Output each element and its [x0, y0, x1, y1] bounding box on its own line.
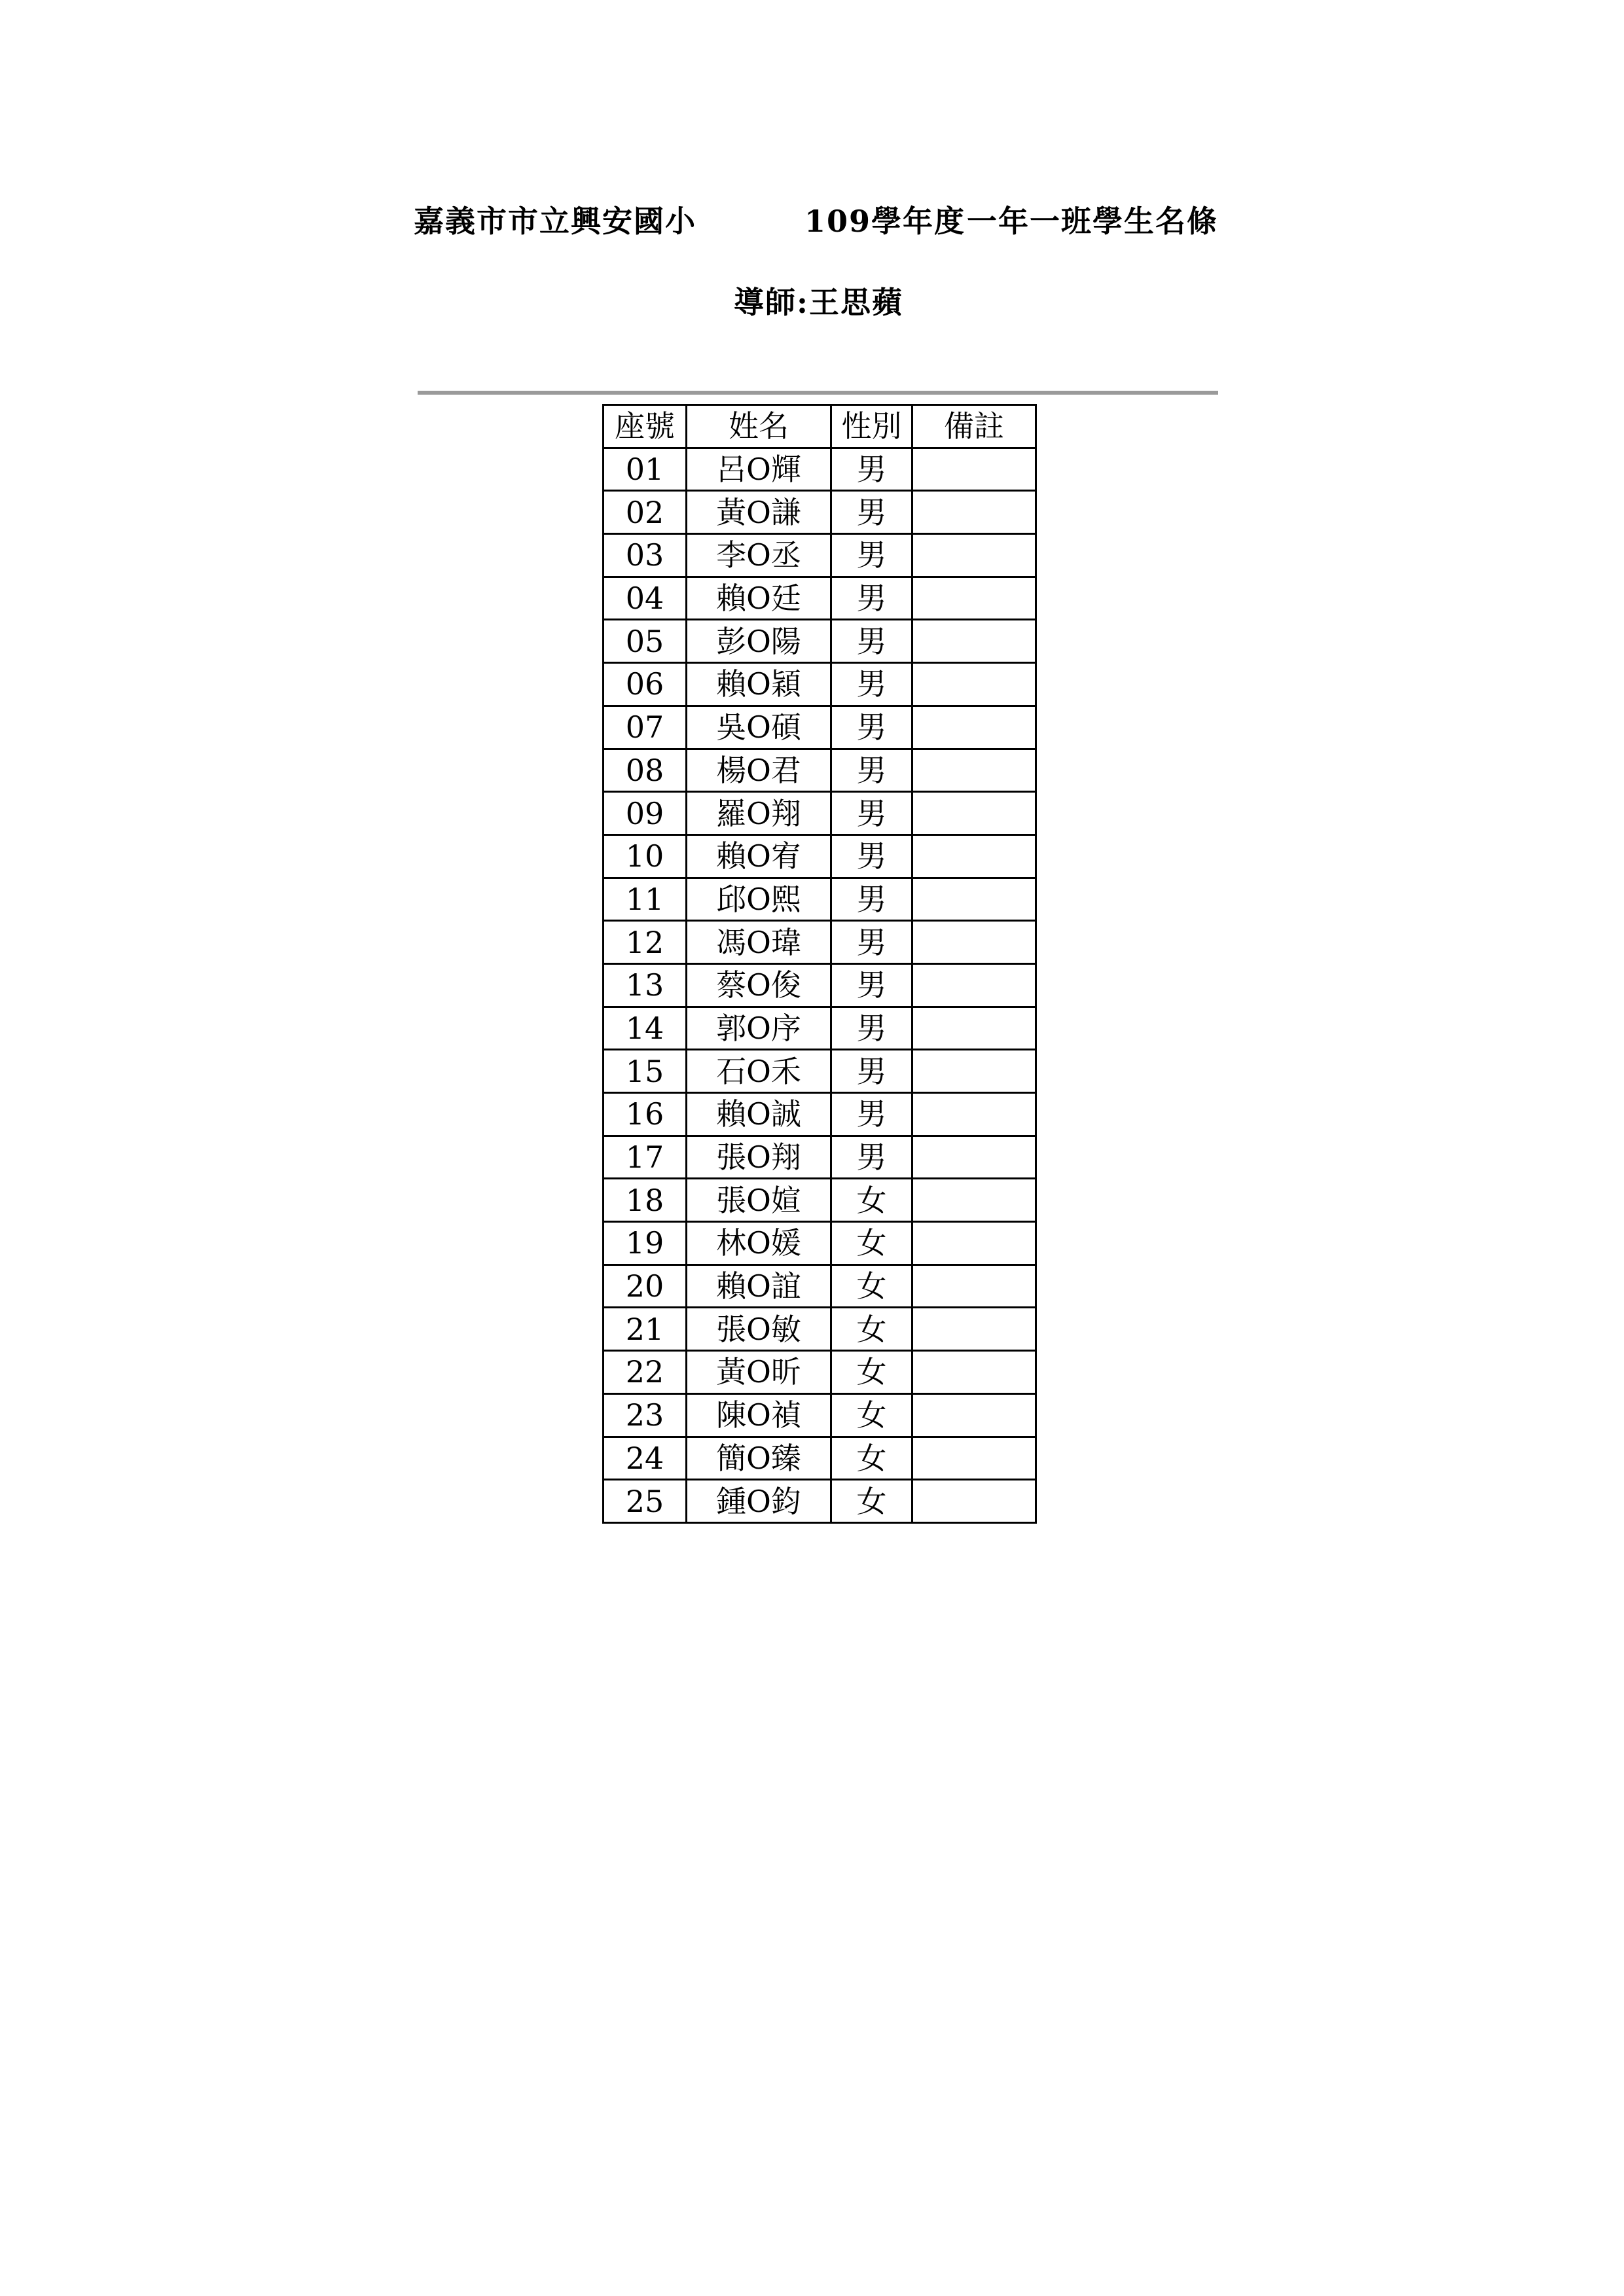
gender-cell: 男 [831, 749, 912, 792]
gender-cell: 男 [831, 448, 912, 491]
gender-cell: 男 [831, 534, 912, 577]
gender-cell: 男 [831, 1136, 912, 1179]
table-row [604, 963, 1036, 1007]
name-cell: 石O禾 [687, 1050, 831, 1093]
note-cell [912, 834, 1036, 878]
table-row [604, 792, 1036, 835]
table-row [604, 534, 1036, 577]
table-row [604, 1265, 1036, 1308]
seat-cell: 13 [604, 963, 687, 1007]
name-cell: 張O翔 [687, 1136, 831, 1179]
note-cell [912, 577, 1036, 620]
student-roster-table [602, 404, 1037, 1524]
note-cell [912, 1393, 1036, 1437]
seat-cell: 16 [604, 1093, 687, 1136]
note-cell [912, 1179, 1036, 1222]
name-cell: 賴O穎 [687, 663, 831, 706]
gender-cell: 男 [831, 1093, 912, 1136]
seat-cell: 07 [604, 706, 687, 749]
name-cell: 呂O輝 [687, 448, 831, 491]
gender-cell: 女 [831, 1393, 912, 1437]
note-cell [912, 448, 1036, 491]
gender-cell: 男 [831, 577, 912, 620]
table-row [604, 663, 1036, 706]
seat-cell: 12 [604, 921, 687, 964]
name-cell: 陳O禎 [687, 1393, 831, 1437]
table-row [604, 1222, 1036, 1265]
note-cell [912, 963, 1036, 1007]
note-cell [912, 1480, 1036, 1523]
seat-cell: 11 [604, 878, 687, 921]
gender-cell: 男 [831, 620, 912, 663]
name-cell: 彭O陽 [687, 620, 831, 663]
gender-cell: 男 [831, 1050, 912, 1093]
gender-cell: 女 [831, 1437, 912, 1480]
note-cell [912, 1007, 1036, 1050]
name-cell: 簡O臻 [687, 1437, 831, 1480]
roster-body [604, 448, 1036, 1522]
seat-cell: 03 [604, 534, 687, 577]
name-cell: 楊O君 [687, 749, 831, 792]
seat-cell: 18 [604, 1179, 687, 1222]
title-class-roster: 一年一班學生名條 [967, 204, 1218, 239]
name-cell: 賴O誠 [687, 1093, 831, 1136]
note-cell [912, 663, 1036, 706]
seat-cell: 15 [604, 1050, 687, 1093]
column-header-name: 姓名 [687, 405, 831, 448]
teacher-name: 導師:王思蘋 [734, 285, 903, 320]
gender-cell: 男 [831, 1007, 912, 1050]
gender-cell: 女 [831, 1351, 912, 1394]
gender-cell: 女 [831, 1222, 912, 1265]
seat-cell: 02 [604, 491, 687, 534]
note-cell [912, 1351, 1036, 1394]
gender-cell: 男 [831, 792, 912, 835]
seat-cell: 08 [604, 749, 687, 792]
gender-cell: 男 [831, 706, 912, 749]
note-cell [912, 1265, 1036, 1308]
table-row [604, 1007, 1036, 1050]
name-cell: 張O敏 [687, 1308, 831, 1351]
gender-cell: 女 [831, 1480, 912, 1523]
name-cell: 張O媗 [687, 1179, 831, 1222]
table-row [604, 491, 1036, 534]
note-cell [912, 620, 1036, 663]
gender-cell: 男 [831, 491, 912, 534]
name-cell: 黃O謙 [687, 491, 831, 534]
name-cell: 蔡O俊 [687, 963, 831, 1007]
gender-cell: 男 [831, 963, 912, 1007]
table-row [604, 1351, 1036, 1394]
table-row [604, 878, 1036, 921]
name-cell: 林O媛 [687, 1222, 831, 1265]
table-row [604, 448, 1036, 491]
gender-cell: 男 [831, 834, 912, 878]
table-header-row [604, 405, 1036, 448]
name-cell: 鍾O鈞 [687, 1480, 831, 1523]
name-cell: 黃O昕 [687, 1351, 831, 1394]
name-cell: 邱O熙 [687, 878, 831, 921]
table-row [604, 921, 1036, 964]
table-row [604, 1308, 1036, 1351]
note-cell [912, 921, 1036, 964]
note-cell [912, 534, 1036, 577]
table-row [604, 1050, 1036, 1093]
note-cell [912, 1093, 1036, 1136]
note-cell [912, 792, 1036, 835]
column-header-note: 備註 [912, 405, 1036, 448]
seat-cell: 24 [604, 1437, 687, 1480]
table-row [604, 1136, 1036, 1179]
name-cell: 郭O序 [687, 1007, 831, 1050]
column-header-gender: 性別 [831, 405, 912, 448]
table-row [604, 1093, 1036, 1136]
table-row [604, 1393, 1036, 1437]
gender-cell: 女 [831, 1308, 912, 1351]
note-cell [912, 1308, 1036, 1351]
seat-cell: 22 [604, 1351, 687, 1394]
seat-cell: 04 [604, 577, 687, 620]
gender-cell: 女 [831, 1179, 912, 1222]
note-cell [912, 1222, 1036, 1265]
name-cell: 吳O碩 [687, 706, 831, 749]
name-cell: 賴O廷 [687, 577, 831, 620]
table-row [604, 1179, 1036, 1222]
note-cell [912, 1437, 1036, 1480]
seat-cell: 20 [604, 1265, 687, 1308]
seat-cell: 10 [604, 834, 687, 878]
seat-cell: 06 [604, 663, 687, 706]
gender-cell: 男 [831, 878, 912, 921]
seat-cell: 19 [604, 1222, 687, 1265]
name-cell: 賴O宥 [687, 834, 831, 878]
name-cell: 李O丞 [687, 534, 831, 577]
name-cell: 賴O誼 [687, 1265, 831, 1308]
seat-cell: 14 [604, 1007, 687, 1050]
title-school-name: 嘉義市市立興安國小 [414, 204, 696, 239]
name-cell: 羅O翔 [687, 792, 831, 835]
note-cell [912, 1136, 1036, 1179]
gender-cell: 男 [831, 921, 912, 964]
seat-cell: 21 [604, 1308, 687, 1351]
note-cell [912, 749, 1036, 792]
table-row [604, 577, 1036, 620]
column-header-seat: 座號 [604, 405, 687, 448]
name-cell: 馮O瑋 [687, 921, 831, 964]
table-row [604, 1480, 1036, 1523]
seat-cell: 17 [604, 1136, 687, 1179]
table-row [604, 620, 1036, 663]
seat-cell: 25 [604, 1480, 687, 1523]
note-cell [912, 491, 1036, 534]
gender-cell: 女 [831, 1265, 912, 1308]
divider-rule [418, 391, 1218, 395]
table-row [604, 834, 1036, 878]
gender-cell: 男 [831, 663, 912, 706]
seat-cell: 09 [604, 792, 687, 835]
note-cell [912, 706, 1036, 749]
title-school-year: 109學年度 [804, 204, 966, 239]
table-row [604, 1437, 1036, 1480]
table-row [604, 749, 1036, 792]
note-cell [912, 1050, 1036, 1093]
seat-cell: 23 [604, 1393, 687, 1437]
seat-cell: 01 [604, 448, 687, 491]
seat-cell: 05 [604, 620, 687, 663]
table-row [604, 706, 1036, 749]
note-cell [912, 878, 1036, 921]
